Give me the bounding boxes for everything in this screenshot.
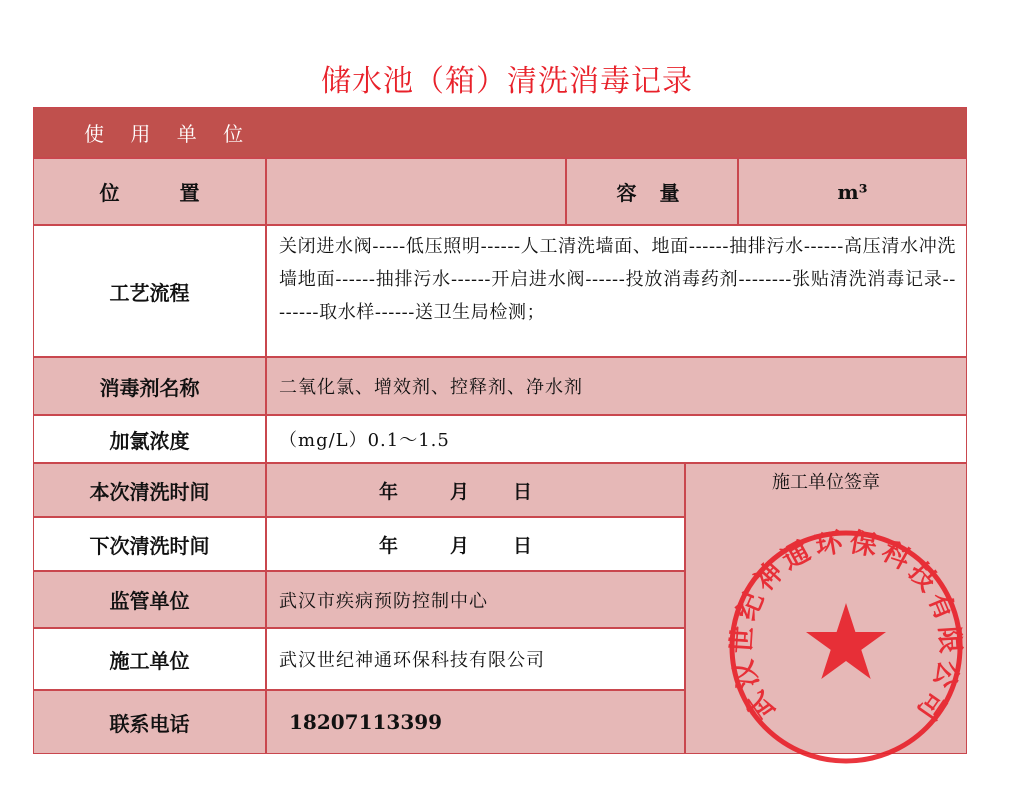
contractor-value: 武汉世纪神通环保科技有限公司: [279, 650, 545, 671]
document-title: 储水池（箱）清洗消毒记录: [321, 64, 693, 99]
phone-label: 联系电话: [109, 711, 190, 736]
phone-value: 18207113399: [289, 710, 443, 734]
chlorine-value-cell: [266, 415, 967, 463]
chlorine-label: 加氯浓度: [109, 428, 190, 453]
this-clean-label-cell: [33, 463, 266, 517]
company-seal: [718, 519, 974, 775]
seal-star-icon: [806, 603, 886, 679]
capacity-label: 容 量: [616, 181, 688, 205]
process-label: 工艺流程: [109, 280, 190, 305]
next-clean-year: 年: [378, 534, 398, 557]
supervisor-label-cell: [33, 571, 266, 628]
capacity-value-cell[interactable]: [738, 158, 967, 225]
process-label-cell: [33, 225, 266, 357]
location-label-cell: [33, 158, 266, 225]
contractor-value-cell: [266, 628, 685, 690]
this-clean-date-cell[interactable]: [266, 463, 685, 517]
seal-text: 武汉世纪神通环保科技有限公司: [726, 526, 966, 726]
disinfectant-label-cell: [33, 357, 266, 415]
phone-label-cell: [33, 690, 266, 754]
capacity-unit: m³: [837, 179, 868, 204]
disinfectant-value-cell: [266, 357, 967, 415]
next-clean-day: 日: [513, 534, 533, 557]
next-clean-label-cell: [33, 517, 266, 571]
this-clean-day: 日: [513, 480, 533, 503]
phone-value-cell: [266, 690, 685, 754]
seal-area-label: 施工单位签章: [772, 472, 880, 493]
location-label: 位 置: [99, 181, 200, 205]
supervisor-value-cell: [266, 571, 685, 628]
this-clean-month: 月: [449, 480, 469, 503]
disinfectant-label: 消毒剂名称: [99, 375, 200, 400]
capacity-label-cell: [566, 158, 738, 225]
contractor-label: 施工单位: [109, 648, 190, 673]
contractor-label-cell: [33, 628, 266, 690]
next-clean-month: 月: [449, 534, 469, 557]
next-clean-label: 下次清洗时间: [89, 533, 210, 558]
process-value-cell: [266, 225, 967, 357]
chlorine-value: （mg/L）0.1～1.5: [279, 430, 450, 451]
disinfectant-value: 二氧化氯、增效剂、控释剂、净水剂: [279, 377, 583, 398]
this-clean-label: 本次清洗时间: [89, 479, 210, 504]
supervisor-value: 武汉市疾病预防控制中心: [279, 590, 488, 612]
next-clean-date-cell[interactable]: [266, 517, 685, 571]
chlorine-label-cell: [33, 415, 266, 463]
location-value-cell[interactable]: [266, 158, 566, 225]
supervisor-label: 监管单位: [109, 589, 190, 613]
process-text: 关闭进水阀-----低压照明------人工清洗墙面、地面------抽排污水------高压清水冲洗墙地面------抽排污水------开启进水阀------投放消毒药剂--------张贴清洗消毒记录--------取水样------送卫生局检测；: [279, 236, 956, 323]
header-label: 使 用 单 位: [84, 122, 254, 146]
this-clean-year: 年: [378, 480, 398, 503]
header-row: [33, 107, 967, 158]
